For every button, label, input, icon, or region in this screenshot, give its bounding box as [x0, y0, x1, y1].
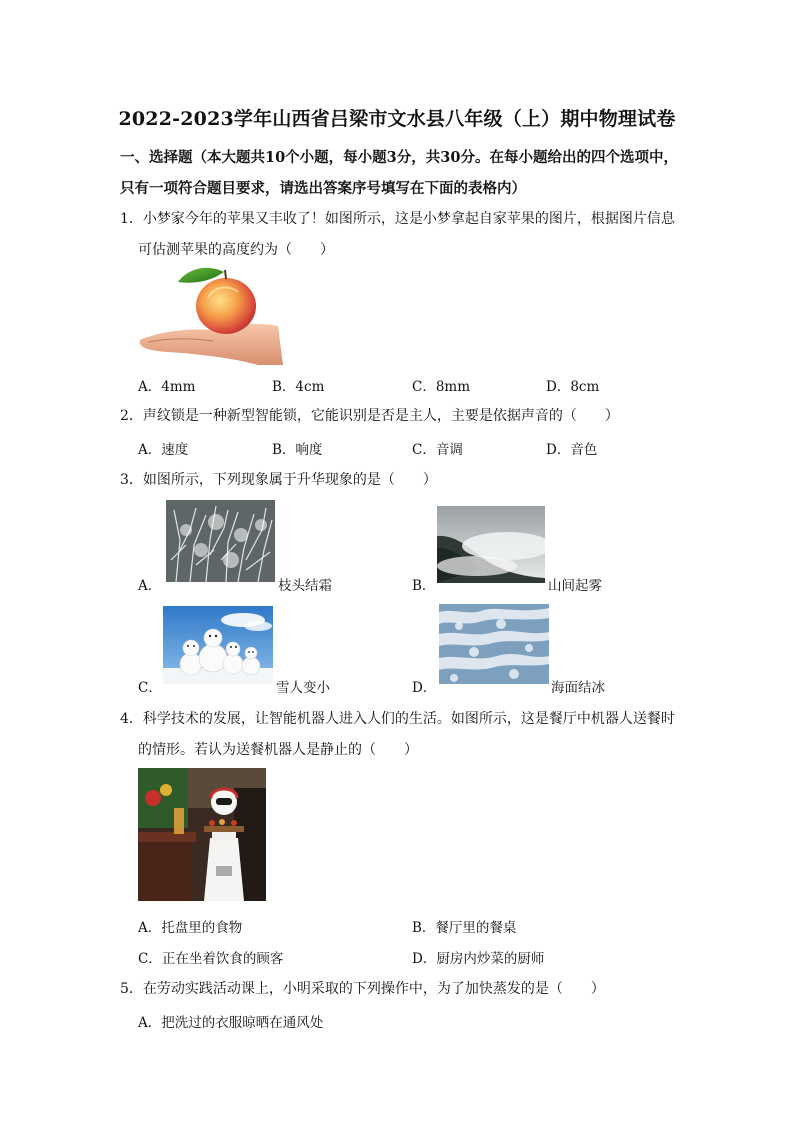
serving-robot-image	[138, 768, 266, 901]
question-3-stem: 3．如图所示，下列现象属于升华现象的是（ ）	[120, 472, 437, 488]
q1-option-d: D．8cm	[546, 379, 600, 395]
q3-option-a-label: A．	[138, 578, 162, 594]
q3-caption-d: 海面结冰	[551, 680, 605, 696]
question-5-stem: 5．在劳动实践活动课上，小明采取的下列操作中，为了加快蒸发的是（ ）	[120, 981, 605, 997]
q2-option-d: D．音色	[546, 442, 598, 458]
q3-option-c-label: C．	[138, 680, 162, 696]
question-2-stem: 2．声纹锁是一种新型智能锁，它能识别是否是主人，主要是依据声音的（ ）	[120, 408, 619, 424]
q3-option-b-label: B．	[412, 578, 436, 594]
q2-option-b: B．响度	[272, 442, 323, 458]
q4-option-a: A．托盘里的食物	[138, 920, 243, 936]
section-header-line2: 只有一项符合题目要求，请选出答案序号填写在下面的表格内）	[120, 180, 526, 197]
q1-option-b: B．4cm	[272, 379, 325, 395]
q3-caption-b: 山间起雾	[548, 578, 602, 594]
apple-in-hand-image	[138, 262, 283, 365]
frost-branches-image	[166, 500, 275, 582]
q3-caption-a: 枝头结霜	[278, 578, 332, 594]
q3-caption-c: 雪人变小	[276, 680, 330, 696]
question-1-stem-line1: 1．小梦家今年的苹果又丰收了！如图所示，这是小梦拿起自家苹果的图片，根据图片信息	[120, 211, 675, 227]
question-4-stem-line2: 的情形。若认为送餐机器人是静止的（ ）	[138, 742, 418, 758]
q2-option-c: C．音调	[412, 442, 463, 458]
q1-option-c: C．8mm	[412, 379, 471, 395]
q4-option-c: C．正在坐着饮食的顾客	[138, 951, 284, 967]
section-header-line1: 一、选择题（本大题共10个小题，每小题3分，共30分。在每小题给出的四个选项中，	[120, 149, 678, 166]
page-title: 2022-2023学年山西省吕梁市文水县八年级（上）期中物理试卷	[118, 108, 676, 130]
q1-option-a: A．4mm	[138, 379, 196, 395]
q4-option-d: D．厨房内炒菜的厨师	[412, 951, 545, 967]
mountain-mist-image	[437, 506, 545, 583]
question-1-stem-line2: 可估测苹果的高度约为（ ）	[138, 242, 334, 258]
question-4-stem-line1: 4．科学技术的发展，让智能机器人进入人们的生活。如图所示，这是餐厅中机器人送餐时	[120, 711, 675, 727]
sea-ice-image	[439, 604, 549, 684]
snowmen-image	[163, 606, 273, 684]
q2-option-a: A．速度	[138, 442, 189, 458]
q5-option-a: A．把洗过的衣服晾晒在通风处	[138, 1015, 324, 1031]
q3-option-d-label: D．	[412, 680, 437, 696]
q4-option-b: B．餐厅里的餐桌	[412, 920, 517, 936]
